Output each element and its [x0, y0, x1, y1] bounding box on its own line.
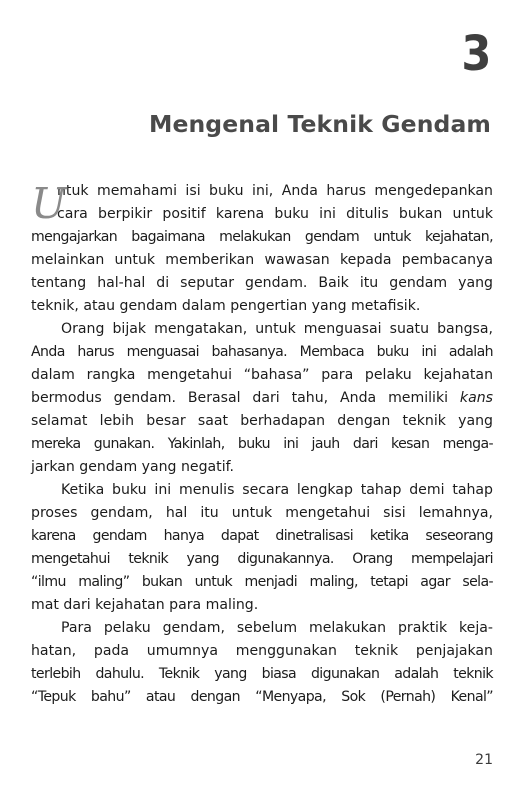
text-line: mat dari kejahatan para maling.: [31, 597, 259, 613]
text-line: ntuk memahami isi buku ini, Anda harus mengedepankan: [57, 183, 493, 199]
chapter-number: 3: [460, 26, 491, 82]
text-line: Para pelaku gendam, sebelum melakukan praktik keja-: [61, 620, 493, 636]
text-line: melainkan untuk memberikan wawasan kepada pembacanya: [31, 252, 493, 268]
text-line: selamat lebih besar saat berhadapan dengan teknik yang: [31, 413, 493, 429]
text-line: mengetahui teknik yang digunakannya. Orang mempelajari: [31, 551, 493, 567]
text-line: cara berpikir positif karena buku ini ditulis bukan untuk: [57, 206, 493, 222]
chapter-body: [31, 180, 493, 709]
text-line: proses gendam, hal itu untuk mengetahui sisi lemahnya,: [31, 505, 493, 521]
text-line: terlebih dahulu. Teknik yang biasa digunakan adalah teknik: [31, 666, 493, 682]
text-segment: bermodus gendam. Berasal dari tahu, Anda memiliki: [31, 390, 460, 406]
text-line: Orang bijak mengatakan, untuk menguasai suatu bangsa,: [61, 321, 493, 337]
text-line: Ketika buku ini menulis secara lengkap tahap demi tahap: [61, 482, 493, 498]
text-line: tentang hal-hal di seputar gendam. Baik itu gendam yang: [31, 275, 493, 291]
chapter-title: Mengenal Teknik Gendam: [148, 110, 491, 138]
text-line: “Tepuk bahu” atau dengan “Menyapa, Sok (Pernah) Kenal”: [31, 689, 493, 705]
text-line: mengajarkan bagaimana melakukan gendam untuk kejahatan,: [31, 229, 493, 245]
text-line: [31, 387, 493, 410]
italic-word: kans: [459, 390, 493, 406]
text-line: dalam rangka mengetahui “bahasa” para pelaku kejahatan: [31, 367, 493, 383]
text-line: hatan, pada umumnya menggunakan teknik penjajakan: [31, 643, 493, 659]
text-line: mereka gunakan. Yakinlah, buku ini jauh dari kesan menga-: [31, 436, 493, 452]
text-line: jarkan gendam yang negatif.: [31, 459, 235, 475]
text-line: “ilmu maling” bukan untuk menjadi maling, tetapi agar sela-: [31, 574, 493, 590]
drop-cap: U: [31, 179, 67, 228]
text-line: teknik, atau gendam dalam pengertian yang metafisik.: [31, 298, 421, 314]
page-number: 21: [475, 752, 493, 768]
text-line: Anda harus menguasai bahasanya. Membaca buku ini adalah: [31, 344, 493, 360]
text-line: karena gendam hanya dapat dinetralisasi ketika seseorang: [31, 528, 493, 544]
